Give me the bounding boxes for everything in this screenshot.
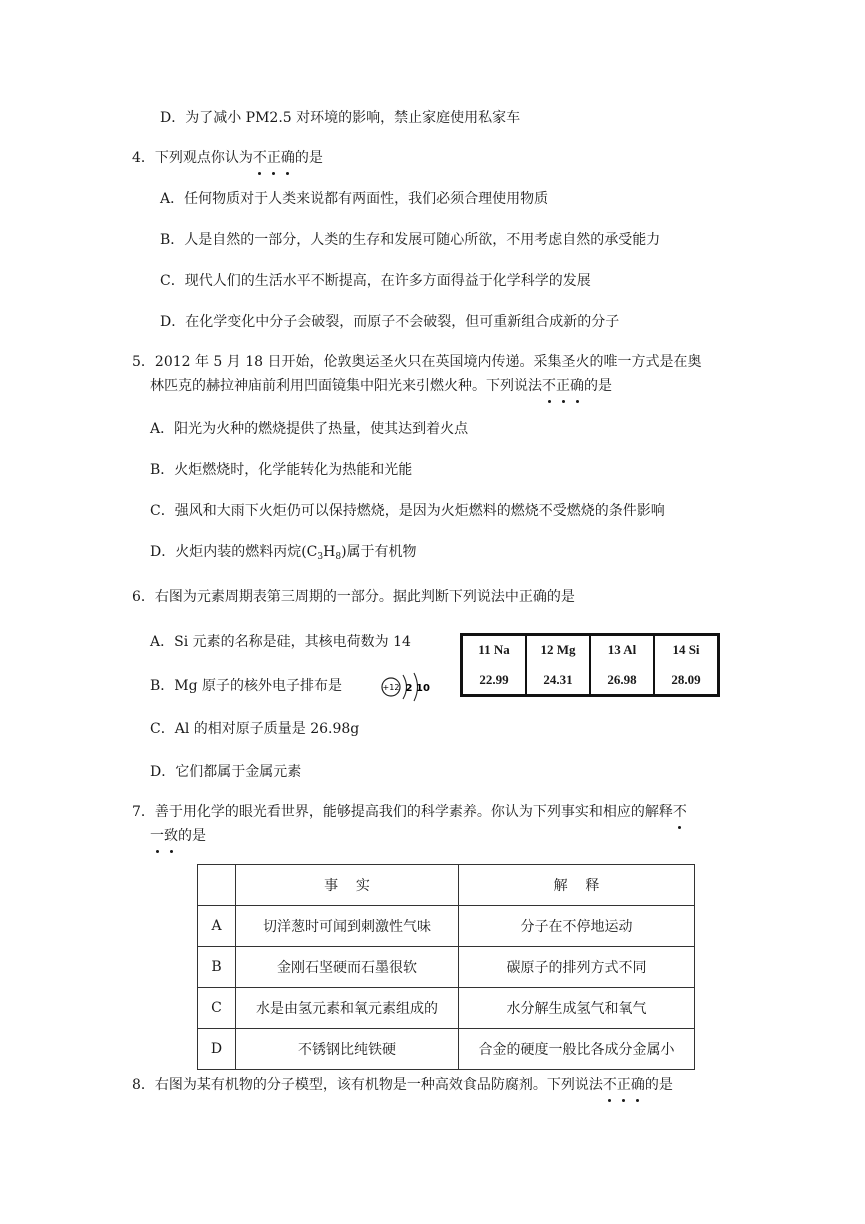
table-header-cell <box>198 865 236 906</box>
q7-emphasis-char: 致 <box>164 828 178 844</box>
table-cell: C <box>198 988 236 1029</box>
element-mass: 24.31 <box>543 672 573 687</box>
q4-stem-text: 4．下列观点你认为 <box>132 150 253 166</box>
table-cell: 切洋葱时可闻到刺激性气味 <box>236 906 459 947</box>
table-row <box>198 988 695 1029</box>
q8-emphasis-char: 确 <box>630 1077 645 1093</box>
q7-emphasis-char: 不 <box>672 804 687 820</box>
table-row <box>198 1029 695 1070</box>
element-cell-na <box>463 636 527 694</box>
q5-option-d <box>150 542 417 567</box>
table-cell: 水分解生成氢气和氧气 <box>459 988 695 1029</box>
element-mass: 26.98 <box>607 672 637 687</box>
q6-stem: 6．右图为元素周期表第三周期的一部分。据此判断下列说法中正确的是 <box>132 589 575 605</box>
table-header-cell: 解 释 <box>459 865 695 906</box>
subscript: 8 <box>335 552 342 562</box>
q5-option-c: C．强风和大雨下火炬仍可以保持燃烧，是因为火炬燃料的燃烧不受燃烧的条件影响 <box>150 503 665 519</box>
q5-emphasis-char: 确 <box>570 378 584 394</box>
q4-option-d: D．在化学变化中分子会破裂，而原子不会破裂，但可重新组合成新的分子 <box>160 314 620 330</box>
q5-option-a: A．阳光为火种的燃烧提供了热量，使其达到着火点 <box>150 421 469 437</box>
element-mass: 28.09 <box>671 672 701 687</box>
shell-electrons: 10 <box>416 683 430 694</box>
table-cell: B <box>198 947 236 988</box>
table-cell: 金刚石坚硬而石墨很软 <box>236 947 459 988</box>
periodic-table-fragment <box>460 633 720 697</box>
q5-stem-text: 林匹克的赫拉神庙前利用凹面镜集中阳光来引燃火种。下列说法 <box>150 378 542 394</box>
q7-stem-end: 的是 <box>178 828 206 844</box>
table-row <box>198 947 695 988</box>
table-header-cell: 事 实 <box>236 865 459 906</box>
q7-stem-line2 <box>150 826 206 846</box>
q6-option-d: D．它们都属于金属元素 <box>150 764 302 780</box>
q3-option-d: D．为了减小 PM2.5 对环境的影响，禁止家庭使用私家车 <box>160 110 521 126</box>
element-label: 13 Al <box>607 642 637 657</box>
q6-option-a: A．Si 元素的名称是硅，其核电荷数为 14 <box>150 634 411 650</box>
q5-emphasis-char: 不 <box>542 378 556 394</box>
q7-stem-line1 <box>132 802 687 822</box>
q5-emphasis-char: 正 <box>556 378 570 394</box>
q8-emphasis-char: 不 <box>602 1077 617 1093</box>
q6-option-b: B．Mg 原子的核外电子排布是 <box>150 678 343 694</box>
q4-option-c: C．现代人们的生活水平不断提高，在许多方面得益于化学科学的发展 <box>160 273 591 289</box>
q4-emphasis-char: 正 <box>266 150 281 166</box>
q4-emphasis-char: 不 <box>252 150 267 166</box>
formula-h: H <box>323 544 336 560</box>
q5-option-b: B．火炬燃烧时，化学能转化为热能和光能 <box>150 462 413 478</box>
q5-stem-line1: 5．2012 年 5 月 18 日开始，伦敦奥运圣火只在英国境内传递。采集圣火的唯一方式是在奥 <box>132 354 702 370</box>
table-cell: 碳原子的排列方式不同 <box>459 947 695 988</box>
table-cell: A <box>198 906 236 947</box>
element-label: 14 Si <box>672 642 700 657</box>
table-cell: D <box>198 1029 236 1070</box>
q5-option-d-text: D．火炬内装的燃料丙烷(C <box>150 544 318 560</box>
facts-explanations-table <box>197 864 695 1070</box>
element-cell-si <box>655 636 717 694</box>
element-label: 11 Na <box>478 642 510 657</box>
nucleus-charge: +12 <box>382 683 400 692</box>
q8-stem <box>132 1075 673 1095</box>
q4-stem-end: 的是 <box>294 150 323 166</box>
q8-stem-text: 8．右图为某有机物的分子模型，该有机物是一种高效食品防腐剂。下列说法 <box>132 1077 603 1093</box>
q8-emphasis-char: 正 <box>616 1077 631 1093</box>
q7-emphasis-char: 一 <box>150 828 164 844</box>
q4-option-b: B．人是自然的一部分，人类的生存和发展可随心所欲，不用考虑自然的承受能力 <box>160 232 661 248</box>
shell-electrons: 2 <box>405 683 413 694</box>
element-cell-al <box>591 636 655 694</box>
element-label: 12 Mg <box>540 642 576 657</box>
q4-emphasis-char: 确 <box>280 150 295 166</box>
subscript: 3 <box>317 552 324 562</box>
table-cell: 水是由氢元素和氧元素组成的 <box>236 988 459 1029</box>
mg-atom-structure-diagram <box>380 670 430 702</box>
element-cell-mg <box>527 636 591 694</box>
q8-stem-end: 的是 <box>644 1077 673 1093</box>
q4-option-a: A．任何物质对于人类来说都有两面性，我们必须合理使用物质 <box>160 191 549 207</box>
table-row <box>198 906 695 947</box>
table-header-row <box>198 865 695 906</box>
table-cell: 分子在不停地运动 <box>459 906 695 947</box>
table-cell: 合金的硬度一般比各成分金属小 <box>459 1029 695 1070</box>
q5-option-d-end: )属于有机物 <box>341 544 417 560</box>
element-mass: 22.99 <box>479 672 509 687</box>
table-cell: 不锈钢比纯铁硬 <box>236 1029 459 1070</box>
q5-stem-line2 <box>150 376 612 396</box>
q6-option-c: C．Al 的相对原子质量是 26.98g <box>150 721 360 737</box>
q7-stem-text: 7．善于用化学的眼光看世界，能够提高我们的科学素养。你认为下列事实和相应的解释 <box>132 804 673 820</box>
q4-stem <box>132 148 323 168</box>
q5-stem-end: 的是 <box>584 378 612 394</box>
